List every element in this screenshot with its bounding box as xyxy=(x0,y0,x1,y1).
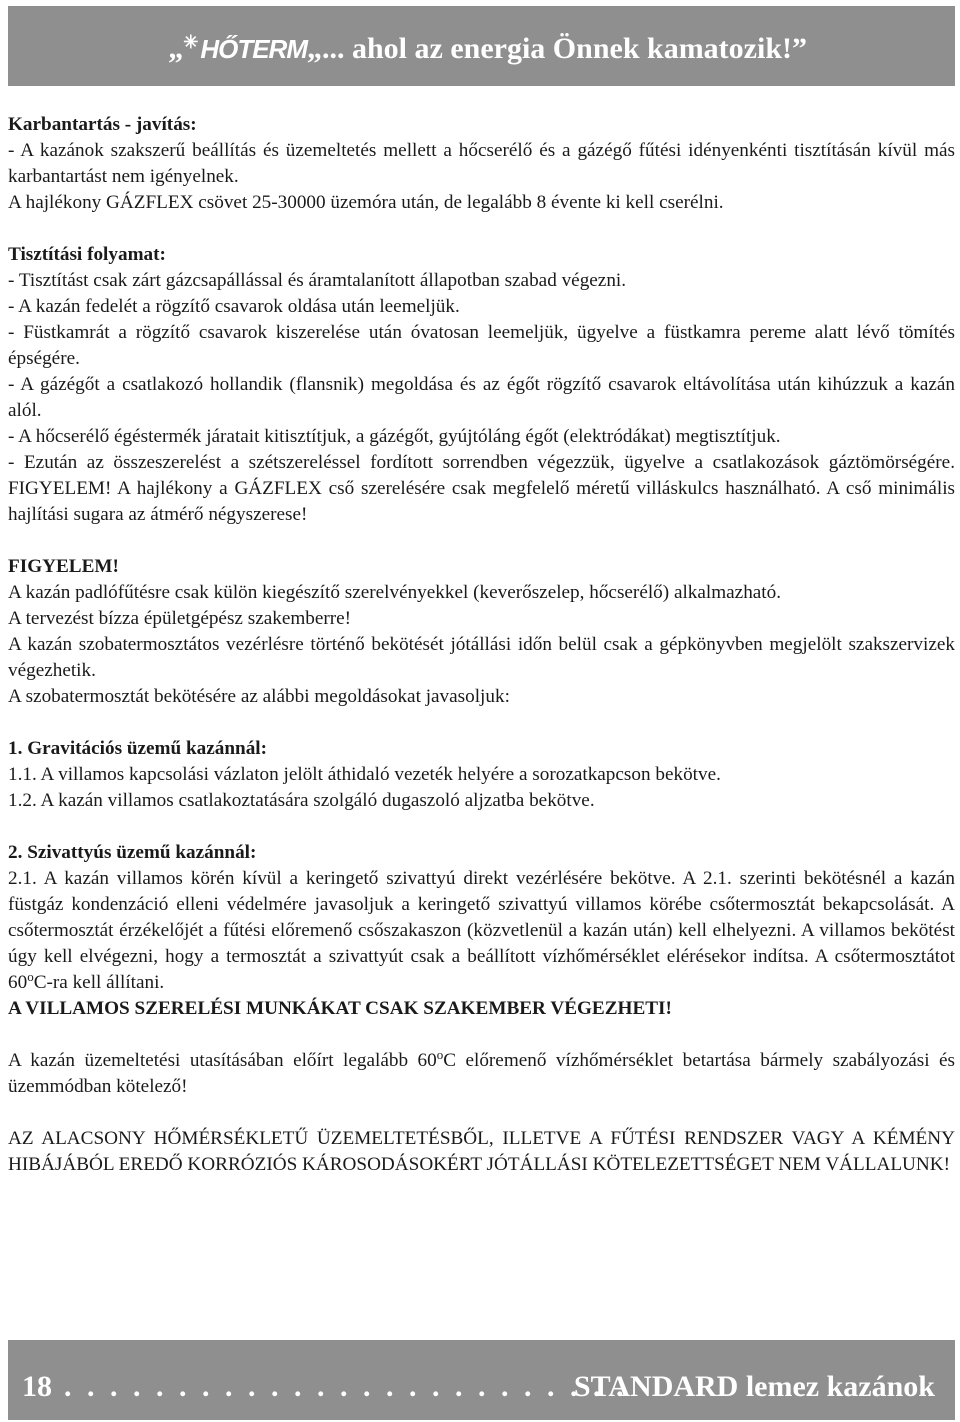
header-slogan-line xyxy=(168,32,807,66)
footer-title: STANDARD lemez kazánok xyxy=(573,1370,935,1403)
warning-text-1: A kazán padlófűtésre csak külön kiegészítő szerelvényekkel (keverőszelep, hőcserélő) alkalmazható. xyxy=(8,582,782,603)
operation-requirement: A kazán üzemeltetési utasításában előírt legalább 60$^o$C előremenő vízhőmérséklet betartása bármely szabályozási és üzemmódban kötelező! xyxy=(8,1047,955,1097)
electrical-warning: A VILLAMOS SZERELÉSI MUNKÁKAT CSAK SZAKEMBER VÉGEZHETI! xyxy=(8,998,672,1019)
warning-text-2: A tervezést bízza épületgépész szakemberre! xyxy=(8,608,352,629)
footer-dot-leader: . . . . . . . . . . . . . . . . . . . . . . . . . xyxy=(64,1370,628,1403)
cleaning-step-2: - A kazán fedelét a rögzítő csavarok oldása után leemeljük. xyxy=(8,296,460,317)
cleaning-step-5: - A hőcserélő égéstermék járatait kitisztítjuk, a gázégőt, gyújtóláng égőt (elektródákat) megtisztítjuk. xyxy=(8,426,781,447)
cleaning-step-6: - Ezután az összeszerelést a szétszereléssel fordított sorrendben végezzük, ügyelve a csatlakozások gáztömörségére. FIGYELEM! A hajlékony a GÁZFLEX cső szerelésére csak megfelelő méretű villáskulcs használható. A cső minimális hajlítási sugara az átmérő négyszerese! xyxy=(8,452,955,525)
cleaning-step-3: - Füstkamrát a rögzítő csavarok kiszerelése után óvatosan leemeljük, ügyelve a füstkamra pereme alatt lévő tömítés épségére. xyxy=(8,322,955,369)
maintenance-heading: Karbantartás - javítás: xyxy=(8,114,197,135)
cleaning-step-4: - A gázégőt a csatlakozó hollandik (flansnik) megoldása és az égőt rögzítő csavarok eltávolítása után kihúzzuk a kazán alól. xyxy=(8,374,955,421)
maintenance-text-2: A hajlékony GÁZFLEX csövet 25-30000 üzemóra után, de legalább 8 évente ki kell cserélni. xyxy=(8,192,724,213)
pump-option-1: 2.1. A kazán villamos körén kívül a keringető szivattyú direkt vezérlésére bekötve. A 2.1. szerinti bekötésnél a kazán füstgáz kondenzáció elleni védelmére javasoljuk a keringető szivattyú villamos körébe csőtermosztát bekapcsolását. A csőtermosztát érzékelőjét a fűtési előremenő csőszakaszon (közvetlenül a kazán után) kell elhelyezni. A villamos bekötést úgy kell elvégezni, hogy a termosztát a szivattyút csak a beállított vízhőmérséklet elérésekor indítsa. A csőtermosztátot 60$^o$C-ra kell állítani. xyxy=(8,868,955,993)
page-body xyxy=(8,112,955,1178)
gravity-option-1: 1.1. A villamos kapcsolási vázlaton jelölt áthidaló vezeték helyére a sorozatkapcson bekötve. xyxy=(8,764,721,785)
cleaning-heading: Tisztítási folyamat: xyxy=(8,244,166,265)
pump-heading: 2. Szivattyús üzemű kazánnál: xyxy=(8,842,257,863)
maintenance-text-1: - A kazánok szakszerű beállítás és üzemeltetés mellett a hőcserélő és a gázégő fűtési idényenkénti tisztításán kívül más karbantartást nem igényelnek. xyxy=(8,140,955,187)
warning-heading: FIGYELEM! xyxy=(8,556,119,577)
cleaning-step-1: - Tisztítást csak zárt gázcsapállással és áramtalanított állapotban szabad végezni. xyxy=(8,270,627,291)
spark-icon: ✳ xyxy=(183,32,199,52)
brand-logo: HŐTERM xyxy=(200,34,307,64)
open-quote: „ xyxy=(168,32,184,65)
header-slogan: „... ahol az energia Önnek kamatozik!” xyxy=(307,32,807,65)
liability-disclaimer: AZ ALACSONY HŐMÉRSÉKLETŰ ÜZEMELTETÉSBŐL, ILLETVE A FŰTÉSI RENDSZER VAGY A KÉMÉNY HIBÁJÁBÓL EREDŐ KORRÓZIÓS KÁROSODÁSOKÉRT JÓTÁLLÁSI KÖTELEZETTSÉGET NEM VÁLLALUNK! xyxy=(8,1128,955,1175)
degree-sign: o xyxy=(436,1047,444,1062)
gravity-option-2: 1.2. A kazán villamos csatlakoztatására szolgáló dugaszoló aljzatba bekötve. xyxy=(8,790,595,811)
degree-sign: o xyxy=(27,969,34,984)
page-footer-band xyxy=(8,1340,955,1420)
gravity-heading: 1. Gravitációs üzemű kazánnál: xyxy=(8,738,268,759)
warning-text-3: A kazán szobatermosztátos vezérlésre történő bekötését jótállási időn belül csak a gépkönyvben megjelölt szakszervizek végezhetik. xyxy=(8,634,955,681)
page-header-band xyxy=(8,6,955,86)
page-number: 18 xyxy=(22,1370,52,1403)
warning-text-4: A szobatermosztát bekötésére az alábbi megoldásokat javasoljuk: xyxy=(8,686,510,707)
